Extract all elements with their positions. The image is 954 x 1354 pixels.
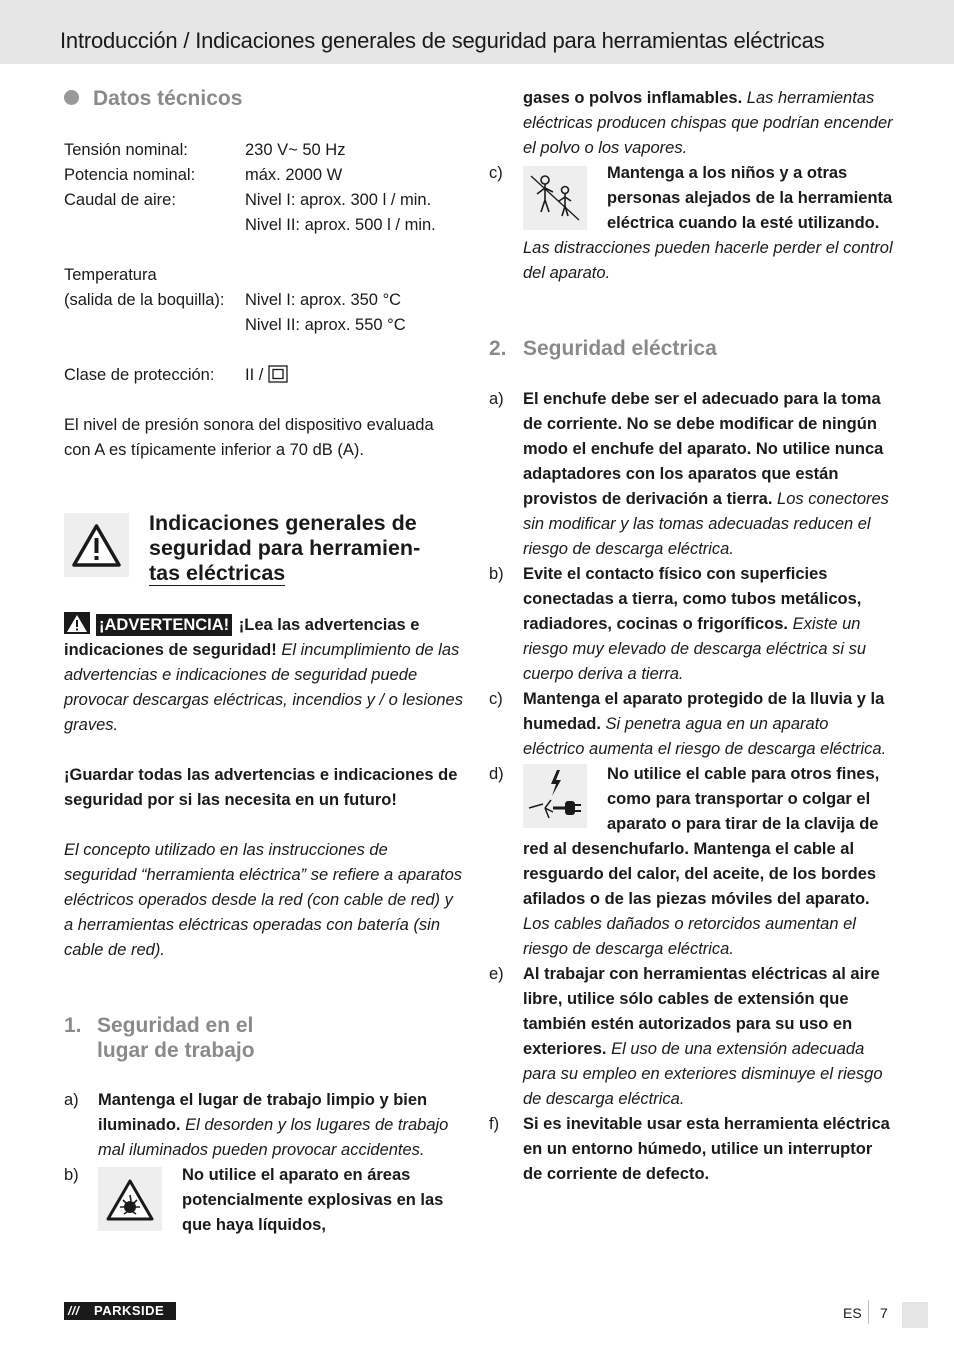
s2-item-b: b) Evite el contacto físico con superficies conectadas a tierra, como tubos metálicos, radiadores, cocinas o frigoríficos. Existe un riesgo muy elevado de descarga eléctrica si su cuerpo deriva a tierra. — [489, 565, 867, 683]
s1-item-a: a) Mantenga el lugar de trabajo limpio y bien iluminado. El desorden y los lugares de trabajo mal iluminados pueden provocar accidentes. — [64, 1091, 449, 1159]
spec-row: Clase de protección: II / — [64, 363, 436, 388]
class-ii-icon — [268, 365, 288, 383]
language-code: ES — [843, 1305, 862, 1321]
children-icon-box — [523, 166, 587, 230]
s2-item-a: a) El enchufe debe ser el adecuado para la toma de corriente. No se debe modificar de ningún modo el enchufe del aparato. No utilice nunca adaptadores con los aparatos que están provistos de derivación a tierra. Los conectores sin modificar y las tomas adecuadas reducen el riesgo de descarga eléctrica. — [489, 390, 889, 558]
general-heading: Indicaciones generales de seguridad para herramien- tas eléctricas — [149, 513, 421, 585]
s2-item-f: f) Si es inevitable usar esta herramienta eléctrica en un entorno húmedo, utilice un interruptor de corriente de defecto. — [489, 1115, 890, 1183]
warning-badge-icon — [64, 612, 90, 634]
section1-heading: 1. Seguridad en el lugar de trabajo — [64, 1014, 255, 1062]
footer-divider — [868, 1300, 869, 1324]
page-number: 7 — [880, 1305, 888, 1321]
cable-icon-box — [523, 764, 587, 828]
explosive-icon — [98, 1167, 162, 1231]
explosive-icon-box — [98, 1167, 162, 1231]
save-instructions: ¡Guardar todas las advertencias e indicaciones de seguridad por si las necesita en un futuro! — [64, 766, 458, 809]
warning-triangle-icon — [64, 513, 129, 577]
logo-stripes-icon: /// — [68, 1304, 80, 1318]
right-item-c: c) Mantenga a los niños y a otras personas alejados de la herramienta eléctrica cuando la esté utilizando. Las distracciones pueden hacerle perder el control del aparato. — [489, 164, 893, 282]
s2-item-d: d) No utilice el cable para otros fines, como para transportar o colgar el aparato o para tirar de la clavija de red al desenchufarlo. Mantenga el cable al resguardo del calor, del aceite, de los bordes afilados o de las piezas móviles del aparato. Los cables dañados o retorcidos aumentan el riesgo de descarga eléctrica. — [489, 765, 880, 958]
right-column — [489, 86, 893, 1187]
damaged-cable-icon — [523, 764, 587, 828]
s2-item-c: c) Mantenga el aparato protegido de la lluvia y la humedad. Si penetra agua en un aparato eléctrico aumenta el riesgo de descarga eléctrica. — [489, 690, 887, 758]
section2-heading: 2. Seguridad eléctrica — [489, 337, 717, 360]
left-column — [64, 84, 464, 1238]
page-header — [0, 0, 954, 64]
warning-badge: ¡ADVERTENCIA! — [96, 614, 232, 636]
continued-text: gases o polvos inflamables. Las herramientas eléctricas producen chispas que podrían encender el polvo o los vapores. — [523, 89, 893, 157]
s2-item-e: e) Al trabajar con herramientas eléctricas al aire libre, utilice sólo cables de extensión que también estén autorizados para su uso en exteriores. El uso de una extensión adecuada para su empleo en exteriores disminuye el riesgo de descarga eléctrica. — [489, 965, 883, 1108]
warning-paragraph: ¡ADVERTENCIA! ¡Lea las advertencias e indicaciones de seguridad! El incumplimiento de las advertencias e indicaciones de seguridad puede provocar descargas eléctricas, incendios y / o lesiones graves. — [64, 612, 464, 738]
footer-grey-block — [902, 1302, 928, 1328]
warning-triangle-box — [64, 513, 129, 577]
spec-row: Tensión nominal: 230 V~ 50 Hz — [64, 141, 346, 159]
concept-text: El concepto utilizado en las instrucciones de seguridad “herramienta eléctrica” se refiere a aparatos eléctricos operados desde la red (con cable de red) y a herramientas eléctricas operadas con batería (sin cable de red). — [64, 841, 463, 959]
spec-row: Temperatura — [64, 266, 157, 284]
general-heading-block — [64, 513, 464, 586]
spec-row: Nivel II: aprox. 500 l / min. — [245, 216, 436, 234]
spec-row: Caudal de aire: Nivel I: aprox. 300 l / min. — [64, 191, 432, 209]
spec-row: Potencia nominal: máx. 2000 W — [64, 166, 343, 184]
spec-row: Nivel II: aprox. 550 °C — [245, 316, 406, 334]
specs-table — [64, 138, 436, 388]
noise-text: El nivel de presión sonora del dispositivo evaluada con A es típicamente inferior a 70 dB (A). — [64, 416, 434, 459]
keep-children-away-icon — [523, 166, 587, 230]
page-title: Introducción / Indicaciones generales de seguridad para herramientas eléctricas — [60, 28, 825, 53]
s1-item-b: b) No utilice el aparato en áreas potencialmente explosivas en las que haya líquidos, — [64, 1166, 444, 1234]
parkside-logo: /// PARKSIDE — [64, 1302, 176, 1320]
datos-heading: Datos técnicos — [64, 86, 464, 111]
bullet-icon — [64, 90, 79, 105]
spec-row: (salida de la boquilla): Nivel I: aprox. 350 °C — [64, 291, 402, 309]
